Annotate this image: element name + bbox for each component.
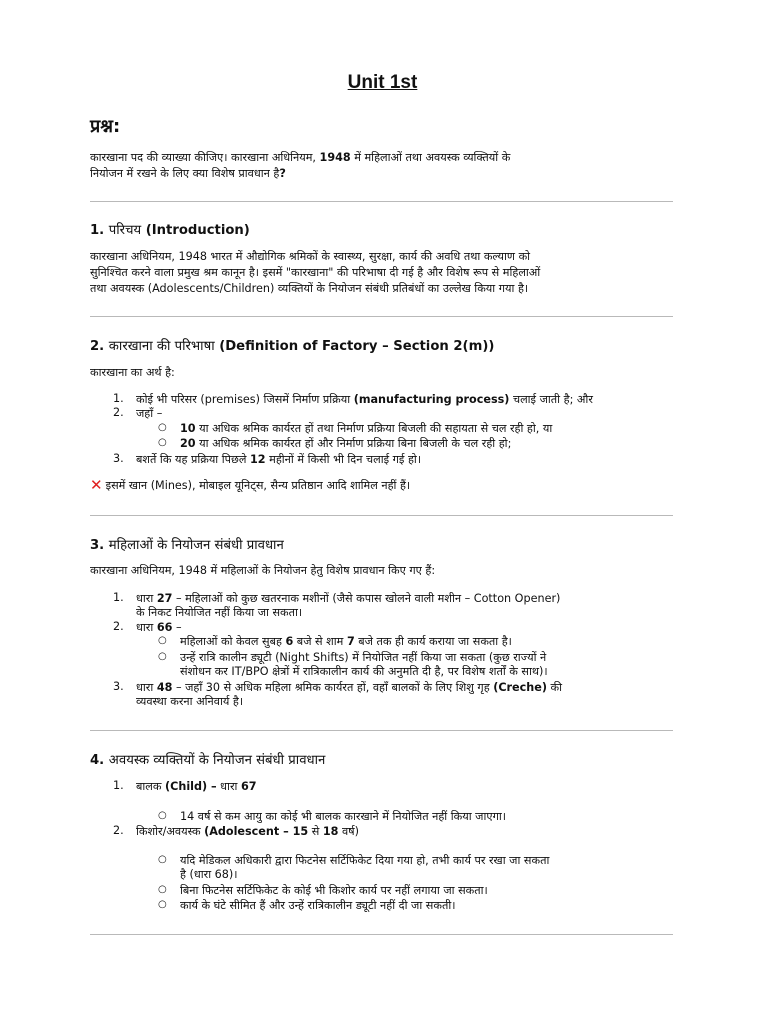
bullet-icon: ○ xyxy=(158,810,167,821)
list-number: 1. xyxy=(113,392,124,405)
list-number: 1. xyxy=(113,779,124,792)
bullet-icon: ○ xyxy=(158,651,167,662)
divider xyxy=(90,201,673,202)
list-number: 3. xyxy=(113,680,124,693)
divider xyxy=(90,316,673,317)
bullet-icon: ○ xyxy=(158,422,167,433)
divider xyxy=(90,515,673,516)
cross-mark-icon: ✕ xyxy=(90,476,103,494)
list-item: उन्हें रात्रि कालीन ड्यूटी (Night Shifts) में नियोजित नहीं किया जा सकता (कुछ राज्यों ने xyxy=(180,651,547,664)
list-item: कोई भी परिसर (premises) जिसमें निर्माण प्रक्रिया (manufacturing process) चलाई जाती है; और xyxy=(136,393,593,406)
list-item: बिना फिटनेस सर्टिफिकेट के कोई भी किशोर कार्य पर नहीं लगाया जा सकता। xyxy=(180,884,488,897)
list-item: किशोर/अवयस्क (Adolescent – 15 से 18 वर्ष) xyxy=(136,825,360,838)
divider xyxy=(90,730,673,731)
list-item: 20 या अधिक श्रमिक कार्यरत हों और निर्माण प्रक्रिया बिना बिजली के चल रही हो; xyxy=(180,437,512,450)
section-heading-introduction: 1. परिचय (Introduction) xyxy=(90,223,250,238)
list-number: 2. xyxy=(113,824,124,837)
list-number: 3. xyxy=(113,452,124,465)
question-text: कारखाना पद की व्याख्या कीजिए। कारखाना अधिनियम, 1948 में महिलाओं तथा अवयस्क व्यक्तियों के नियोजन में रखने के लिए क्या विशेष प्रावधान है? xyxy=(90,151,511,180)
section-heading-women: 3. महिलाओं के नियोजन संबंधी प्रावधान xyxy=(90,538,284,553)
list-item: महिलाओं को केवल सुबह 6 बजे से शाम 7 बजे तक ही कार्य कराया जा सकता है। xyxy=(180,635,512,648)
list-item: बालक (Child) – धारा 67 xyxy=(136,780,257,793)
divider xyxy=(90,934,673,935)
question-heading: प्रश्न: xyxy=(90,116,121,137)
section-heading-minors: 4. अवयस्क व्यक्तियों के नियोजन संबंधी प्रावधान xyxy=(90,753,326,768)
list-item-continued: व्यवस्था करना अनिवार्य है। xyxy=(136,695,244,708)
list-item: धारा 27 – महिलाओं को कुछ खतरनाक मशीनों (जैसे कपास खोलने वाली मशीन – Cotton Opener) xyxy=(136,592,561,605)
list-item: 10 या अधिक श्रमिक कार्यरत हों तथा निर्माण प्रक्रिया बिजली की सहायता से चल रही हो, या xyxy=(180,422,553,435)
list-item: 14 वर्ष से कम आयु का कोई भी बालक कारखाने में नियोजित नहीं किया जाएगा। xyxy=(180,810,507,823)
list-item: धारा 66 – xyxy=(136,621,182,634)
list-item: यदि मेडिकल अधिकारी द्वारा फिटनेस सर्टिफिकेट दिया गया हो, तभी कार्य पर रखा जा सकता xyxy=(180,854,550,867)
list-item-continued: है (धारा 68)। xyxy=(180,868,238,881)
bullet-icon: ○ xyxy=(158,437,167,448)
section-heading-definition: 2. कारखाना की परिभाषा (Definition of Factory – Section 2(m)) xyxy=(90,339,495,354)
list-number: 2. xyxy=(113,406,124,419)
definition-intro: कारखाना का अर्थ है: xyxy=(90,366,175,379)
list-item: कार्य के घंटे सीमित हैं और उन्हें रात्रिकालीन ड्यूटी नहीं दी जा सकती। xyxy=(180,899,456,912)
list-item-continued: संशोधन कर IT/BPO क्षेत्रों में रात्रिकालीन कार्य की अनुमति दी है, पर विशेष शर्तों के साथ)। xyxy=(180,665,548,678)
list-item: बशर्ते कि यह प्रक्रिया पिछले 12 महीनों में किसी भी दिन चलाई गई हो। xyxy=(136,453,422,466)
list-item-continued: के निकट नियोजित नहीं किया जा सकता। xyxy=(136,606,303,619)
bullet-icon: ○ xyxy=(158,884,167,895)
page-title: Unit 1st xyxy=(347,72,418,93)
bullet-icon: ○ xyxy=(158,899,167,910)
exclusion-note: ✕ इसमें खान (Mines), मोबाइल यूनिट्स, सैन्य प्रतिष्ठान आदि शामिल नहीं हैं। xyxy=(90,476,411,494)
list-item: धारा 48 – जहाँ 30 से अधिक महिला श्रमिक कार्यरत हों, वहाँ बालकों के लिए शिशु गृह (Creche) की xyxy=(136,681,562,694)
bullet-icon: ○ xyxy=(158,635,167,646)
introduction-paragraph: कारखाना अधिनियम, 1948 भारत में औद्योगिक श्रमिकों के स्वास्थ्य, सुरक्षा, कार्य की अवधि तथा कल्याण को सुनिश्चित करने वाला प्रमुख श्रम कानून है। इसमें "कारखाना" की परिभाषा दी गई है और विशेष रूप से महिलाओं तथा अवयस्क (Adolescents/Children) व्यक्तियों के नियोजन संबंधी प्रतिबंधों का उल्लेख किया गया है। xyxy=(90,250,541,295)
list-number: 1. xyxy=(113,591,124,604)
women-intro: कारखाना अधिनियम, 1948 में महिलाओं के नियोजन हेतु विशेष प्रावधान किए गए हैं: xyxy=(90,564,436,577)
list-item: जहाँ – xyxy=(136,407,163,420)
list-number: 2. xyxy=(113,620,124,633)
bullet-icon: ○ xyxy=(158,854,167,865)
